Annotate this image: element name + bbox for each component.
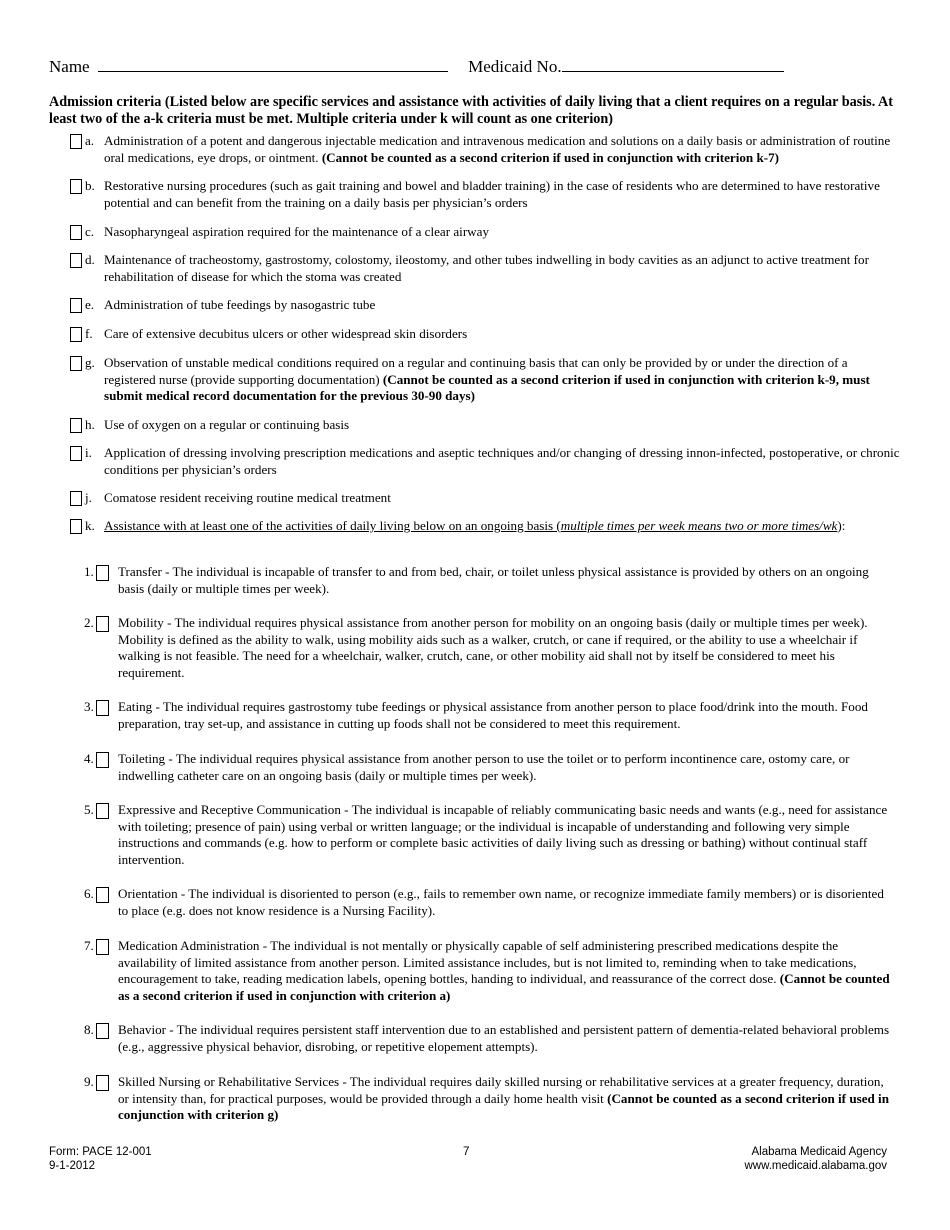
adl-3-checkbox[interactable] xyxy=(96,700,109,716)
criterion-a: a. Administration of a potent and dangerous injectable medication and intravenous medication and solutions on a daily basis or administration of routine oral medications, eye drops, or ointment. (Cannot be counted as a second criterion if used in conjunction with criterion k-7) xyxy=(70,133,900,166)
criterion-f-checkbox[interactable] xyxy=(70,327,82,342)
criterion-i: i. Application of dressing involving prescription medications and aseptic techniques and/or changing of dressing innon-infected, postoperative, or chronic conditions per physician’s orders xyxy=(70,445,900,478)
form-date: 9-1-2012 xyxy=(49,1160,96,1172)
criterion-e-checkbox[interactable] xyxy=(70,298,82,313)
criterion-h-checkbox[interactable] xyxy=(70,418,82,433)
medicaid-field[interactable] xyxy=(562,56,784,72)
adl-item-9: 9. Skilled Nursing or Rehabilitative Services - The individual requires daily skilled nursing or rehabilitative services at a greater frequency, duration, or intensity than, for practical purposes, would be provided through a daily home health visit (Cannot be counted as a second criterion if used in conjunction with criterion g) xyxy=(84,1074,889,1122)
criterion-c-checkbox[interactable] xyxy=(70,225,82,240)
name-label: Name xyxy=(49,57,90,76)
form-number: Form: PACE 12-001 xyxy=(49,1146,152,1158)
adl-item-1: 1. Transfer - The individual is incapable of transfer to and from bed, chair, or toilet unless physical assistance is provided by others on an ongoing basis (daily or multiple times per week). xyxy=(84,564,869,596)
adl-item-7: 7. Medication Administration - The individual is not mentally or physically capable of self administering prescribed medications despite the availability of limited assistance from another person. Limited assistance includes, but is not limited to, reminding when to take medications, encouragement to take, reading medication labels, opening bottles, handing to individual, and reassurance of the correct dose. (Cannot be counted as a second criterion if used in conjunction with criterion a) xyxy=(84,938,890,1003)
criterion-k: k. Assistance with at least one of the activities of daily living below on an ongoing basis (multiple times per week means two or more times/wk): xyxy=(70,518,900,535)
criterion-b: b. Restorative nursing procedures (such as gait training and bowel and bladder training) in the case of residents who are determined to have restorative potential and can benefit from the training on a daily basis per physician’s orders xyxy=(70,178,900,211)
criterion-g-checkbox[interactable] xyxy=(70,356,82,371)
criterion-g: g. Observation of unstable medical conditions required on a regular and continuing basis that can only be provided by or under the direction of a registered nurse (provide supporting documentation) (Cannot be counted as a second criterion if used in conjunction with criterion k-9, must submit medical record documentation for the previous 30-90 days) xyxy=(70,355,900,405)
criterion-a-checkbox[interactable] xyxy=(70,134,82,149)
adl-item-4: 4. Toileting - The individual requires physical assistance from another person to use the toilet or to perform incontinence care, ostomy care, or indwelling catheter care on an ongoing basis (daily or multiple times per week). xyxy=(84,751,850,783)
criterion-d: d. Maintenance of tracheostomy, gastrostomy, colostomy, ileostomy, and other tubes indwelling in body cavities as an adjunct to active treatment for rehabilitation of disease for which the stoma was created xyxy=(70,252,900,285)
criterion-e: e. Administration of tube feedings by nasogastric tube xyxy=(70,297,900,314)
agency-website[interactable]: www.medicaid.alabama.gov xyxy=(744,1160,887,1172)
criterion-f: f. Care of extensive decubitus ulcers or other widespread skin disorders xyxy=(70,326,900,343)
adl-item-8: 8. Behavior - The individual requires persistent staff intervention due to an established and persistent pattern of dementia-related behavioral problems (e.g., aggressive physical behavior, disrobing, or repetitive elopement attempts). xyxy=(84,1022,890,1054)
name-row xyxy=(49,56,784,77)
adl-6-checkbox[interactable] xyxy=(96,887,109,903)
adl-item-5: 5. Expressive and Receptive Communication - The individual is incapable of reliably communicating basic needs and wants (e.g., need for assistance with toileting; presence of pain) using verbal or written language; or the individual is incapable of understanding and following very simple instructions and commands (e.g. how to perform or complete basic activities of daily living such as dressing or bathing) without continual staff intervention. xyxy=(84,802,888,867)
medicaid-label: Medicaid No. xyxy=(468,57,562,76)
adl-5-checkbox[interactable] xyxy=(96,803,109,819)
adl-item-2: 2. Mobility - The individual requires physical assistance from another person for mobility on an ongoing basis (daily or multiple times per week). Mobility is defined as the ability to walk, using mobility aids such as a walker, crutch, or cane if required, or the ability to use a wheelchair if walking is not feasible. The need for a wheelchair, walker, crutch, cane, or other mobility aid shall not by itself be considered to meet his requirement. xyxy=(84,615,868,680)
criterion-h: h. Use of oxygen on a regular or continuing basis xyxy=(70,417,900,434)
adl-item-3: 3. Eating - The individual requires gastrostomy tube feedings or physical assistance from another person to place food/drink into the mouth. Food preparation, tray set-up, and assistance in cutting up foods shall not be considered to meet this requirement. xyxy=(84,699,868,731)
criterion-k-checkbox[interactable] xyxy=(70,519,82,534)
criterion-c: c. Nasopharyngeal aspiration required for the maintenance of a clear airway xyxy=(70,224,900,241)
criterion-b-checkbox[interactable] xyxy=(70,179,82,194)
admission-criteria-title: Admission criteria (Listed below are specific services and assistance with activities of daily living that a client requires on a regular basis. At least two of the a-k criteria must be met. Multiple criteria under k will count as one criterion) xyxy=(49,94,893,127)
adl-4-checkbox[interactable] xyxy=(96,752,109,768)
adl-7-checkbox[interactable] xyxy=(96,939,109,955)
adl-8-checkbox[interactable] xyxy=(96,1023,109,1039)
adl-item-6: 6. Orientation - The individual is disoriented to person (e.g., fails to remember own name, or recognize immediate family members) or is disoriented to place (e.g. does not know residence is a Nursing Facility). xyxy=(84,886,884,918)
criterion-i-checkbox[interactable] xyxy=(70,446,82,461)
agency-name: Alabama Medicaid Agency xyxy=(751,1146,887,1158)
name-field[interactable] xyxy=(98,56,448,72)
adl-2-checkbox[interactable] xyxy=(96,616,109,632)
criterion-d-checkbox[interactable] xyxy=(70,253,82,268)
adl-1-checkbox[interactable] xyxy=(96,565,109,581)
page-number: 7 xyxy=(463,1146,470,1158)
adl-9-checkbox[interactable] xyxy=(96,1075,109,1091)
criterion-j-checkbox[interactable] xyxy=(70,491,82,506)
criterion-j: j. Comatose resident receiving routine medical treatment xyxy=(70,490,900,507)
footer-agency xyxy=(744,1145,887,1173)
footer-form-info xyxy=(49,1145,152,1173)
